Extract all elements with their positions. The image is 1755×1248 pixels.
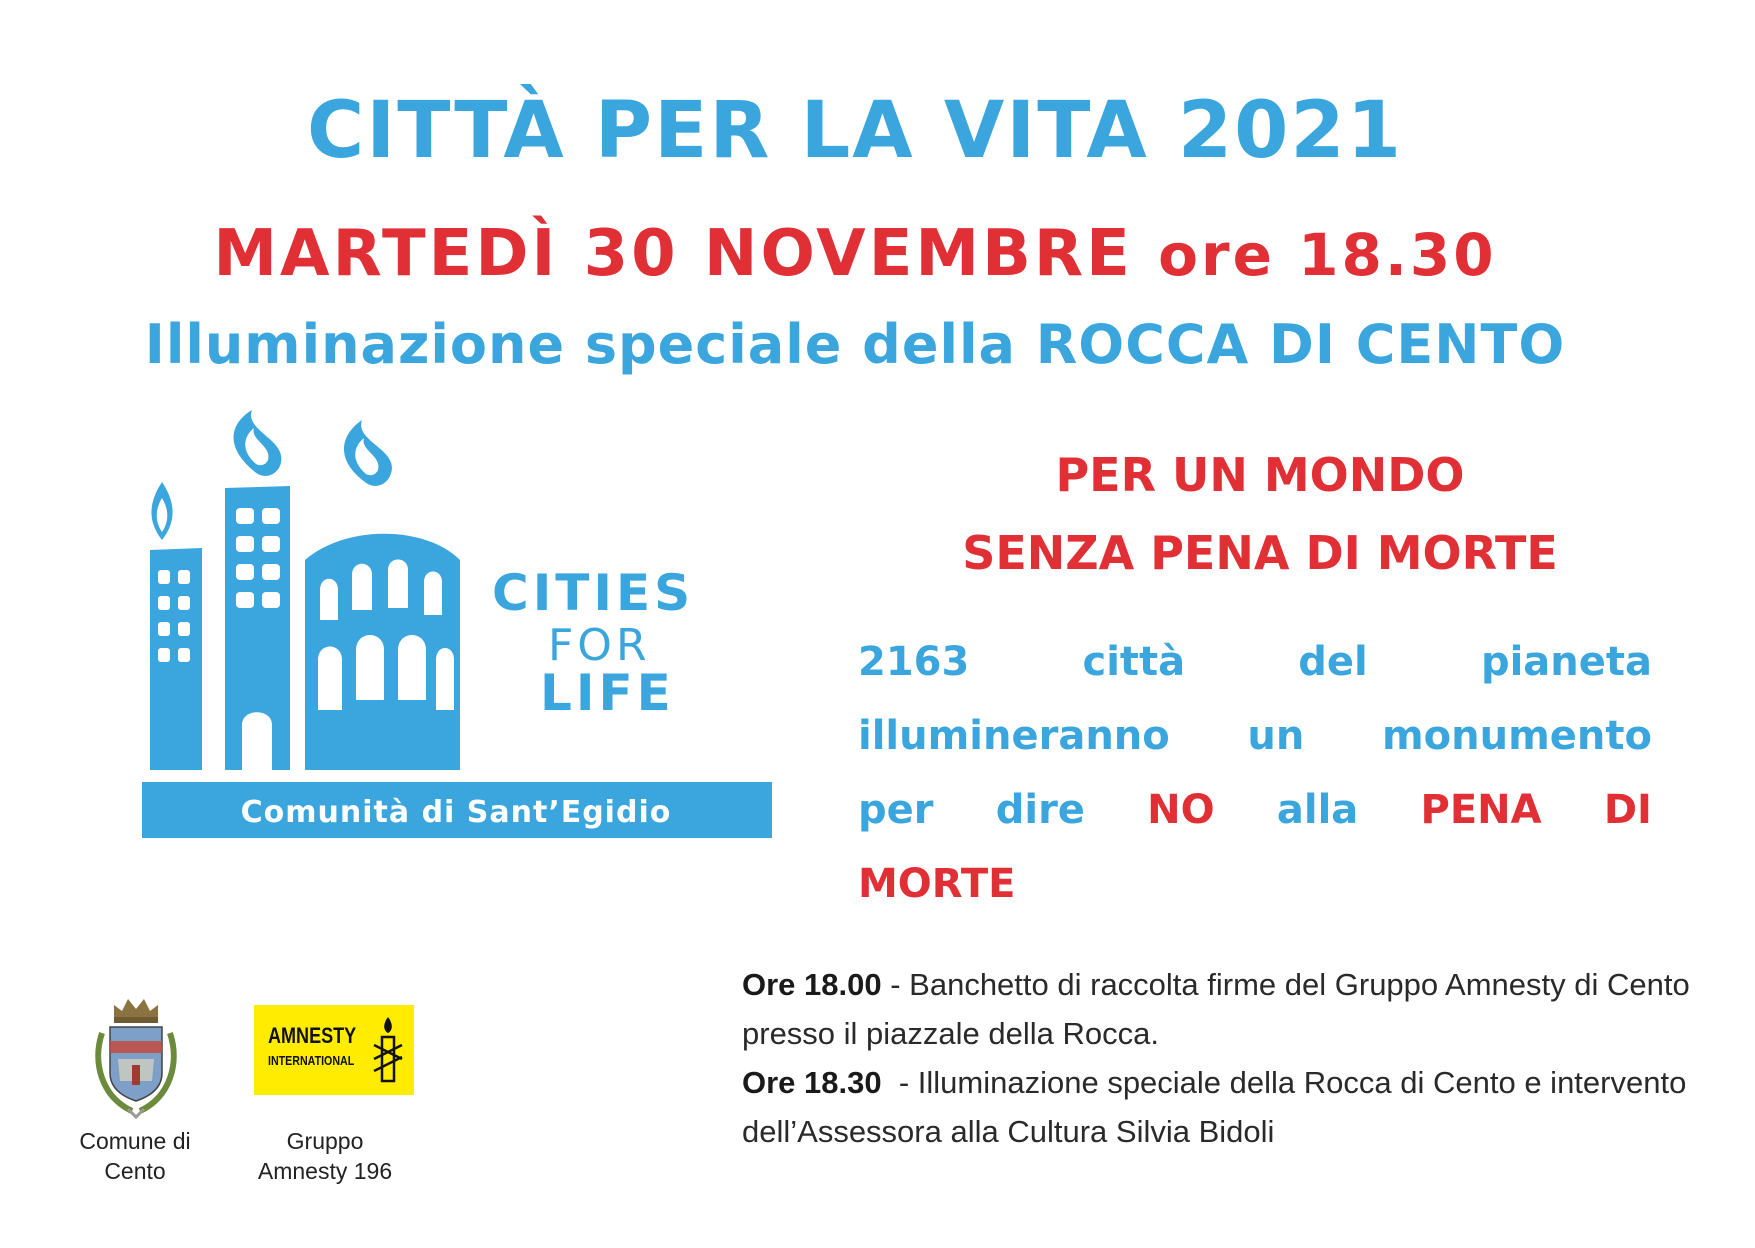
schedule-item	[742, 960, 1702, 1058]
paragraph-di: DI	[1603, 787, 1652, 833]
logo-for: FOR	[548, 620, 651, 671]
paragraph-line-1	[858, 625, 1652, 699]
comune-crest-icon	[88, 993, 184, 1121]
paragraph-line-3	[858, 773, 1652, 847]
paragraph-line-4	[858, 847, 1652, 921]
paragraph-word: alla	[1276, 787, 1359, 833]
amnesty-caption	[240, 1126, 410, 1186]
paragraph-word: pianeta	[1480, 639, 1652, 685]
paragraph-word: del	[1298, 639, 1368, 685]
paragraph-pena: PENA	[1420, 787, 1542, 833]
paragraph-word: monumento	[1382, 713, 1652, 759]
event-subtitle: Illuminazione speciale della ROCCA DI CENTO	[144, 313, 1566, 376]
schedule-text: - Illuminazione speciale della Rocca di Cento e intervento dell’Assessora alla Cultura Silvia Bidoli	[742, 1065, 1695, 1149]
schedule-text: - Banchetto di raccolta firme del Gruppo Amnesty di Cento presso il piazzale della Rocca.	[742, 967, 1690, 1051]
logo-banner: Comunità di Sant’Egidio	[240, 795, 672, 830]
paragraph-line-2	[858, 699, 1652, 773]
schedule-time: Ore 18.30	[742, 1065, 882, 1100]
paragraph-word: illumineranno	[858, 713, 1170, 759]
paragraph-word: per	[858, 787, 934, 833]
amnesty-international: INTERNATIONAL	[268, 1053, 355, 1068]
amnesty-logo	[254, 1005, 414, 1095]
logo-life: LIFE	[540, 664, 675, 722]
paragraph-word: città	[1082, 639, 1186, 685]
amnesty-word: AMNESTY	[268, 1023, 357, 1048]
cities-for-life-logo	[140, 410, 790, 840]
slogan-line-2: SENZA PENA DI MORTE	[962, 526, 1558, 580]
amnesty-caption-line-1: Gruppo	[286, 1128, 364, 1154]
comune-caption-line-2: Cento	[104, 1158, 166, 1184]
info-paragraph	[858, 625, 1652, 921]
schedule-item	[742, 1058, 1702, 1156]
paragraph-word: un	[1247, 713, 1305, 759]
page-title: CITTÀ PER LA VITA 2021	[307, 86, 1403, 176]
comune-caption-line-1: Comune di	[79, 1128, 191, 1154]
paragraph-word: 2163	[858, 639, 970, 685]
event-date	[0, 217, 1710, 291]
comune-caption	[60, 1126, 210, 1186]
paragraph-no: NO	[1147, 787, 1215, 833]
event-time: ore 18.30	[1158, 221, 1497, 289]
slogan	[880, 436, 1640, 592]
schedule-time: Ore 18.00	[742, 967, 882, 1002]
event-day: MARTEDÌ 30 NOVEMBRE	[213, 217, 1133, 291]
schedule	[742, 960, 1702, 1156]
amnesty-candle-icon	[368, 1015, 408, 1087]
paragraph-word: dire	[995, 787, 1085, 833]
slogan-line-1: PER UN MONDO	[1055, 448, 1465, 502]
logo-cities: CITIES	[492, 564, 695, 622]
paragraph-morte: MORTE	[858, 861, 1016, 907]
amnesty-caption-line-2: Amnesty 196	[257, 1158, 393, 1184]
